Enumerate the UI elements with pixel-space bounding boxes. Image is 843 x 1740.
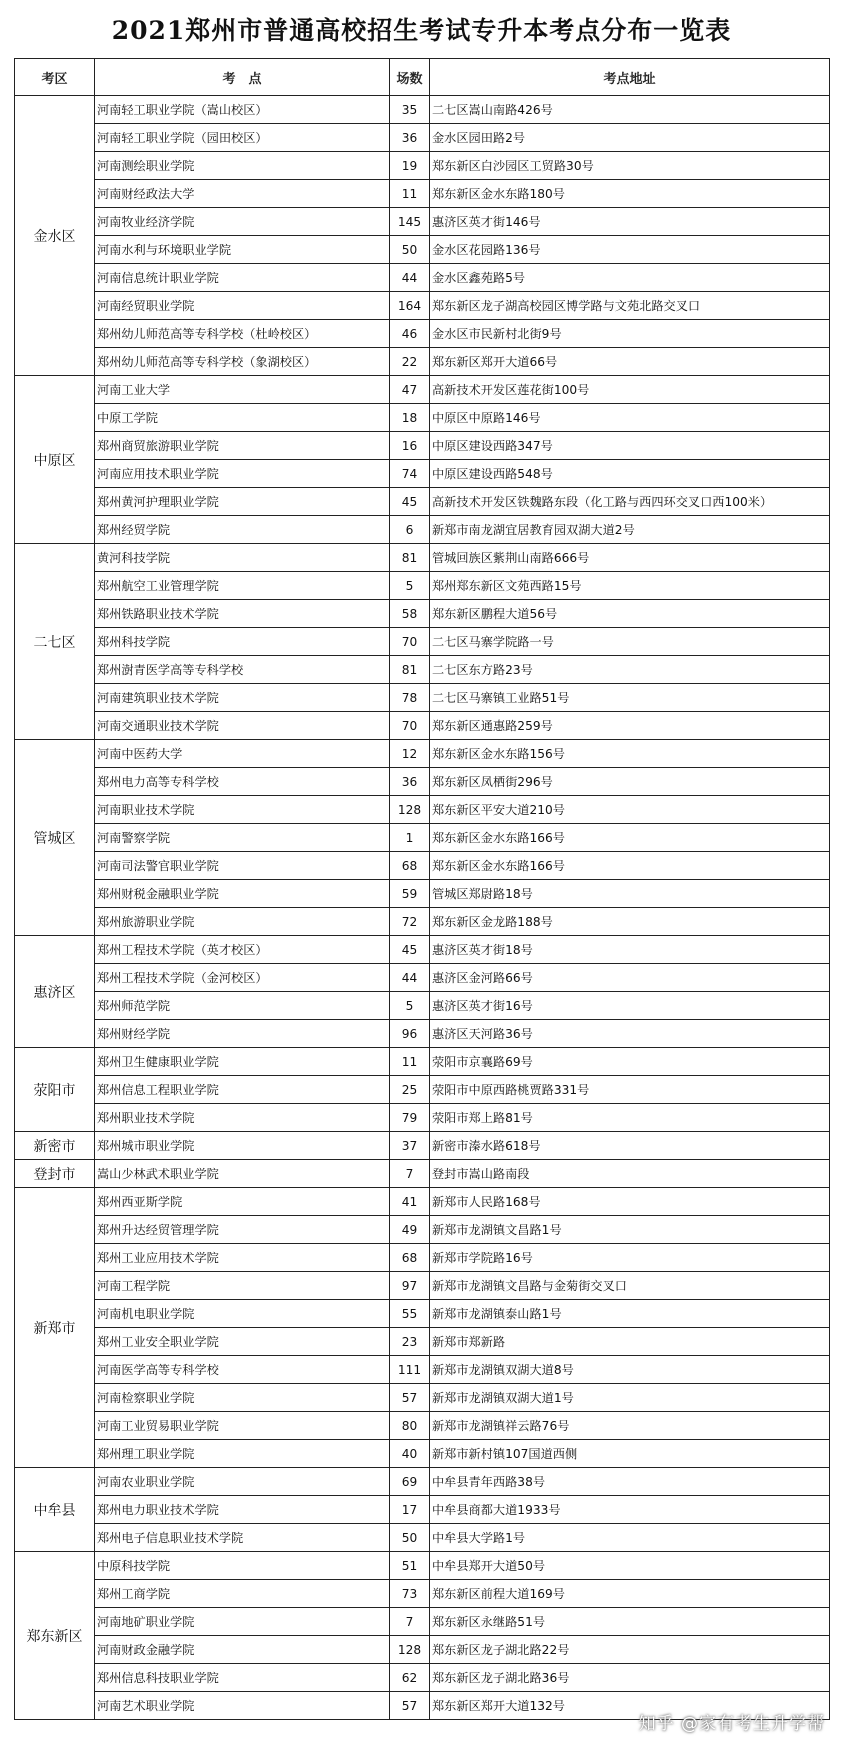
table-row [15,1496,830,1524]
table-row [15,404,830,432]
school-cell: 郑州城市职业学院 [95,1132,390,1160]
address-cell: 新郑市龙湖镇泰山路1号 [430,1300,830,1328]
count-cell: 6 [390,516,430,544]
address-cell: 高新技术开发区铁魏路东段（化工路与西四环交叉口西100米） [430,488,830,516]
count-cell: 128 [390,1636,430,1664]
table-row [15,488,830,516]
count-cell: 68 [390,1244,430,1272]
count-cell: 45 [390,936,430,964]
address-cell: 郑东新区郑开大道132号 [430,1692,830,1720]
table-row [15,1188,830,1216]
address-cell: 新郑市龙湖镇双湖大道8号 [430,1356,830,1384]
table-row [15,460,830,488]
count-cell: 68 [390,852,430,880]
table-row [15,768,830,796]
address-cell: 郑东新区金水东路166号 [430,824,830,852]
school-cell: 嵩山少林武术职业学院 [95,1160,390,1188]
school-cell: 河南机电职业学院 [95,1300,390,1328]
school-cell: 郑州西亚斯学院 [95,1188,390,1216]
table-row [15,1328,830,1356]
table-row [15,1216,830,1244]
address-cell: 中原区建设西路548号 [430,460,830,488]
school-cell: 郑州财税金融职业学院 [95,880,390,908]
count-cell: 1 [390,824,430,852]
school-cell: 郑州信息工程职业学院 [95,1076,390,1104]
school-cell: 河南财政金融学院 [95,1636,390,1664]
address-cell: 新郑市龙湖镇文昌路1号 [430,1216,830,1244]
school-cell: 河南水利与环境职业学院 [95,236,390,264]
table-row [15,124,830,152]
school-cell: 郑州幼儿师范高等专科学校（杜岭校区） [95,320,390,348]
count-cell: 97 [390,1272,430,1300]
count-cell: 51 [390,1552,430,1580]
school-cell: 河南医学高等专科学校 [95,1356,390,1384]
address-cell: 中牟县商都大道1933号 [430,1496,830,1524]
school-cell: 郑州幼儿师范高等专科学校（象湖校区） [95,348,390,376]
address-cell: 荥阳市中原西路桃贾路331号 [430,1076,830,1104]
address-cell: 郑东新区龙子湖北路22号 [430,1636,830,1664]
school-cell: 河南信息统计职业学院 [95,264,390,292]
count-cell: 37 [390,1132,430,1160]
school-cell: 河南工程学院 [95,1272,390,1300]
count-cell: 5 [390,992,430,1020]
address-cell: 金水区市民新村北街9号 [430,320,830,348]
school-cell: 郑州工程技术学院（英才校区） [95,936,390,964]
count-cell: 25 [390,1076,430,1104]
school-cell: 河南轻工职业学院（嵩山校区） [95,96,390,124]
count-cell: 57 [390,1692,430,1720]
address-cell: 荥阳市京襄路69号 [430,1048,830,1076]
district-cell: 新郑市 [15,1188,95,1468]
school-cell: 郑州电力高等专科学校 [95,768,390,796]
table-row [15,1664,830,1692]
address-cell: 二七区马寨学院路一号 [430,628,830,656]
table-row [15,320,830,348]
address-cell: 郑东新区金龙路188号 [430,908,830,936]
header-school: 考 点 [95,59,390,96]
count-cell: 19 [390,152,430,180]
address-cell: 郑东新区通惠路259号 [430,712,830,740]
address-cell: 郑东新区郑开大道66号 [430,348,830,376]
school-cell: 河南中医药大学 [95,740,390,768]
count-cell: 46 [390,320,430,348]
address-cell: 中牟县青年西路38号 [430,1468,830,1496]
table-row [15,96,830,124]
address-cell: 郑东新区平安大道210号 [430,796,830,824]
address-cell: 郑东新区前程大道169号 [430,1580,830,1608]
count-cell: 36 [390,124,430,152]
address-cell: 管城回族区紫荆山南路666号 [430,544,830,572]
count-cell: 96 [390,1020,430,1048]
school-cell: 郑州工程技术学院（金河校区） [95,964,390,992]
address-cell: 郑东新区永继路51号 [430,1608,830,1636]
count-cell: 72 [390,908,430,936]
school-cell: 郑州卫生健康职业学院 [95,1048,390,1076]
table-row [15,1300,830,1328]
district-cell: 荥阳市 [15,1048,95,1132]
table-row [15,684,830,712]
table-row [15,1412,830,1440]
address-cell: 管城区郑尉路18号 [430,880,830,908]
address-cell: 惠济区金河路66号 [430,964,830,992]
address-cell: 惠济区英才街16号 [430,992,830,1020]
school-cell: 河南艺术职业学院 [95,1692,390,1720]
school-cell: 中原科技学院 [95,1552,390,1580]
school-cell: 郑州升达经贸管理学院 [95,1216,390,1244]
address-cell: 郑东新区白沙园区工贸路30号 [430,152,830,180]
school-cell: 中原工学院 [95,404,390,432]
count-cell: 44 [390,964,430,992]
school-cell: 河南警察学院 [95,824,390,852]
header-district: 考区 [15,59,95,96]
count-cell: 41 [390,1188,430,1216]
address-cell: 二七区嵩山南路426号 [430,96,830,124]
school-cell: 河南交通职业技术学院 [95,712,390,740]
watermark: 知乎 @家有考生升学帮 [638,1714,825,1734]
table-row [15,544,830,572]
table-row [15,1020,830,1048]
district-cell: 中牟县 [15,1468,95,1552]
table-row [15,964,830,992]
count-cell: 45 [390,488,430,516]
school-cell: 河南应用技术职业学院 [95,460,390,488]
count-cell: 11 [390,180,430,208]
table-row [15,908,830,936]
address-cell: 郑州郑东新区文苑西路15号 [430,572,830,600]
address-cell: 郑东新区凤栖街296号 [430,768,830,796]
school-cell: 河南工业贸易职业学院 [95,1412,390,1440]
address-cell: 中牟县大学路1号 [430,1524,830,1552]
school-cell: 河南职业技术学院 [95,796,390,824]
school-cell: 郑州财经学院 [95,1020,390,1048]
school-cell: 郑州科技学院 [95,628,390,656]
count-cell: 78 [390,684,430,712]
school-cell: 郑州工商学院 [95,1580,390,1608]
district-cell: 二七区 [15,544,95,740]
table-row [15,1608,830,1636]
address-cell: 中原区中原路146号 [430,404,830,432]
table-row [15,208,830,236]
header-address: 考点地址 [430,59,830,96]
school-cell: 河南农业职业学院 [95,1468,390,1496]
district-cell: 中原区 [15,376,95,544]
table-row [15,572,830,600]
address-cell: 惠济区英才街18号 [430,936,830,964]
address-cell: 新郑市学院路16号 [430,1244,830,1272]
school-cell: 郑州黄河护理职业学院 [95,488,390,516]
count-cell: 50 [390,236,430,264]
school-cell: 郑州电子信息职业技术学院 [95,1524,390,1552]
table-row [15,1244,830,1272]
district-cell: 惠济区 [15,936,95,1048]
address-cell: 金水区园田路2号 [430,124,830,152]
address-cell: 金水区花园路136号 [430,236,830,264]
address-cell: 郑东新区金水东路166号 [430,852,830,880]
table-row [15,1132,830,1160]
address-cell: 二七区东方路23号 [430,656,830,684]
count-cell: 35 [390,96,430,124]
table-row [15,824,830,852]
address-cell: 新郑市郑新路 [430,1328,830,1356]
table-row [15,656,830,684]
address-cell: 新郑市南龙湖宜居教育园双湖大道2号 [430,516,830,544]
district-cell: 管城区 [15,740,95,936]
school-cell: 郑州职业技术学院 [95,1104,390,1132]
address-cell: 高新技术开发区莲花街100号 [430,376,830,404]
count-cell: 58 [390,600,430,628]
table-row [15,936,830,964]
district-cell: 登封市 [15,1160,95,1188]
count-cell: 23 [390,1328,430,1356]
header-row [15,59,830,96]
address-cell: 郑东新区鹏程大道56号 [430,600,830,628]
count-cell: 57 [390,1384,430,1412]
table-row [15,1160,830,1188]
table-row [15,376,830,404]
table-row [15,600,830,628]
table-row [15,1272,830,1300]
exam-site-table [14,58,830,1720]
count-cell: 128 [390,796,430,824]
address-cell: 新郑市龙湖镇祥云路76号 [430,1412,830,1440]
count-cell: 40 [390,1440,430,1468]
school-cell: 郑州电力职业技术学院 [95,1496,390,1524]
count-cell: 79 [390,1104,430,1132]
table-row [15,1104,830,1132]
header-count: 场数 [390,59,430,96]
address-cell: 新郑市人民路168号 [430,1188,830,1216]
table-row [15,264,830,292]
school-cell: 河南检察职业学院 [95,1384,390,1412]
table-row [15,1552,830,1580]
address-cell: 惠济区天河路36号 [430,1020,830,1048]
school-cell: 郑州经贸学院 [95,516,390,544]
address-cell: 新郑市龙湖镇双湖大道1号 [430,1384,830,1412]
school-cell: 河南轻工职业学院（园田校区） [95,124,390,152]
address-cell: 郑东新区金水东路180号 [430,180,830,208]
table-row [15,1384,830,1412]
school-cell: 郑州理工职业学院 [95,1440,390,1468]
count-cell: 73 [390,1580,430,1608]
table-row [15,348,830,376]
table-row [15,740,830,768]
table-row [15,1636,830,1664]
table-row [15,516,830,544]
count-cell: 62 [390,1664,430,1692]
address-cell: 惠济区英才街146号 [430,208,830,236]
table-row [15,712,830,740]
school-cell: 郑州信息科技职业学院 [95,1664,390,1692]
address-cell: 郑东新区龙子湖高校园区博学路与文苑北路交叉口 [430,292,830,320]
address-cell: 荥阳市郑上路81号 [430,1104,830,1132]
school-cell: 河南工业大学 [95,376,390,404]
address-cell: 新密市溱水路618号 [430,1132,830,1160]
table-row [15,1524,830,1552]
district-cell: 郑东新区 [15,1552,95,1720]
count-cell: 18 [390,404,430,432]
address-cell: 中牟县郑开大道50号 [430,1552,830,1580]
count-cell: 36 [390,768,430,796]
school-cell: 河南测绘职业学院 [95,152,390,180]
school-cell: 河南经贸职业学院 [95,292,390,320]
district-cell: 新密市 [15,1132,95,1160]
count-cell: 69 [390,1468,430,1496]
count-cell: 81 [390,656,430,684]
table-row [15,1468,830,1496]
count-cell: 111 [390,1356,430,1384]
school-cell: 郑州澍青医学高等专科学校 [95,656,390,684]
table-row [15,1076,830,1104]
table-row [15,1440,830,1468]
school-cell: 河南司法警官职业学院 [95,852,390,880]
count-cell: 11 [390,1048,430,1076]
count-cell: 44 [390,264,430,292]
school-cell: 郑州铁路职业技术学院 [95,600,390,628]
table-row [15,852,830,880]
address-cell: 新郑市龙湖镇文昌路与金菊街交叉口 [430,1272,830,1300]
count-cell: 70 [390,712,430,740]
school-cell: 郑州工业安全职业学院 [95,1328,390,1356]
school-cell: 郑州工业应用技术学院 [95,1244,390,1272]
count-cell: 50 [390,1524,430,1552]
count-cell: 22 [390,348,430,376]
table-row [15,180,830,208]
school-cell: 郑州航空工业管理学院 [95,572,390,600]
count-cell: 70 [390,628,430,656]
address-cell: 郑东新区龙子湖北路36号 [430,1664,830,1692]
count-cell: 145 [390,208,430,236]
table-row [15,796,830,824]
table-row [15,992,830,1020]
school-cell: 郑州师范学院 [95,992,390,1020]
table-row [15,236,830,264]
address-cell: 郑东新区金水东路156号 [430,740,830,768]
count-cell: 5 [390,572,430,600]
table-row [15,432,830,460]
count-cell: 7 [390,1160,430,1188]
address-cell: 金水区鑫苑路5号 [430,264,830,292]
school-cell: 黄河科技学院 [95,544,390,572]
count-cell: 59 [390,880,430,908]
school-cell: 河南地矿职业学院 [95,1608,390,1636]
count-cell: 7 [390,1608,430,1636]
table-body [15,96,830,1720]
count-cell: 17 [390,1496,430,1524]
table-row [15,152,830,180]
count-cell: 80 [390,1412,430,1440]
school-cell: 河南建筑职业技术学院 [95,684,390,712]
count-cell: 164 [390,292,430,320]
school-cell: 河南财经政法大学 [95,180,390,208]
address-cell: 二七区马寨镇工业路51号 [430,684,830,712]
table-row [15,1580,830,1608]
school-cell: 河南牧业经济学院 [95,208,390,236]
count-cell: 49 [390,1216,430,1244]
count-cell: 16 [390,432,430,460]
table-row [15,1048,830,1076]
count-cell: 81 [390,544,430,572]
count-cell: 55 [390,1300,430,1328]
table-row [15,1356,830,1384]
table-row [15,880,830,908]
count-cell: 12 [390,740,430,768]
count-cell: 47 [390,376,430,404]
school-cell: 郑州商贸旅游职业学院 [95,432,390,460]
school-cell: 郑州旅游职业学院 [95,908,390,936]
count-cell: 74 [390,460,430,488]
address-cell: 新郑市新村镇107国道西侧 [430,1440,830,1468]
table-row [15,292,830,320]
table-row [15,628,830,656]
address-cell: 中原区建设西路347号 [430,432,830,460]
district-cell: 金水区 [15,96,95,376]
page-title: 2021郑州市普通高校招生考试专升本考点分布一览表 [111,16,732,45]
address-cell: 登封市嵩山路南段 [430,1160,830,1188]
